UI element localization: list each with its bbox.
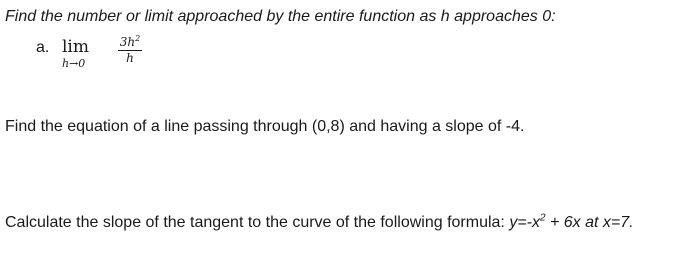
question-2-text: Find the equation of a line passing through (0,8) and having a slope of -4. [5,118,525,135]
fraction [116,36,144,65]
limit-subscript: h→0 [62,57,86,70]
formula-part-1: y=-x [509,214,540,231]
formula-exponent: 2 [539,212,546,224]
question-3-formula [509,214,633,231]
formula-part-2: + 6x at x=7. [545,214,634,231]
fraction-denominator: h [126,51,134,65]
question-3-text [5,213,634,233]
question-1-text: Find the number or limit approached by the entire function as h approaches 0: [5,8,556,25]
limit-operator: lim [62,37,89,57]
item-a-label: a. [36,39,50,56]
numerator-base: 3h [119,35,136,49]
question-3-lead: Calculate the slope of the tangent to the curve of the following formula: [5,214,510,231]
limit-expression [62,34,141,72]
fraction-numerator [116,36,144,49]
numerator-exponent: 2 [135,34,141,43]
